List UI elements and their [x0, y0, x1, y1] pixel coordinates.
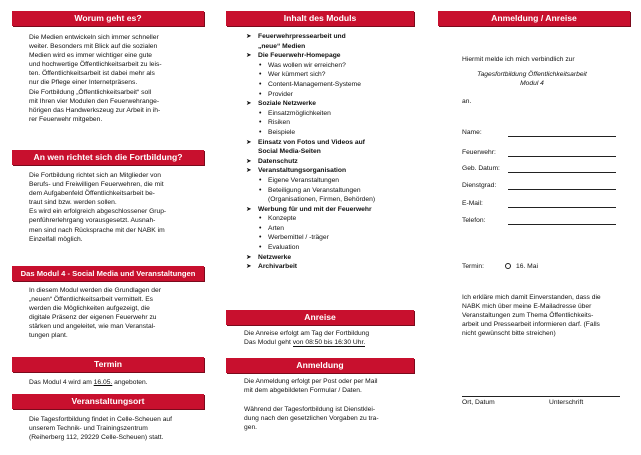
text-line: digitale Präsenz der eigenen Feuerwehr zu — [29, 314, 157, 322]
field-label: Geb. Datum: — [462, 165, 500, 172]
topic-item-cont: „neue“ Medien — [258, 42, 306, 50]
subtopic-item: • Was wollen wir erreichen? — [246, 61, 416, 71]
text-line: gen. — [244, 424, 258, 432]
termin-date: 16.05. — [93, 379, 113, 386]
heading-anreise: Anreise — [226, 310, 414, 325]
heading-anmeldung-anreise: Anmeldung / Anreise — [438, 11, 630, 26]
termin-text: Das Modul 4 wird am 16.05. angeboten. — [29, 379, 148, 386]
field-input-line[interactable] — [508, 224, 616, 225]
heading-modul: Das Modul 4 - Social Media und Veranstaltungen — [12, 266, 204, 281]
heading-zielgruppe: An wen richtet sich die Fortbildung? — [12, 150, 204, 165]
text-line: Die Medien entwickeln sich immer schneller — [29, 34, 159, 41]
text-line: arbeit und Pressearbeit informieren darf. (Falls — [462, 321, 600, 329]
heading-inhalt: Inhalt des Moduls — [226, 11, 414, 26]
text-line: Einzelfall möglich. — [29, 235, 83, 243]
topic-item-cont: Social Media-Seiten — [258, 148, 321, 156]
text-line: stärken und angeleitet, wie man Veranstal- — [29, 323, 156, 331]
text-line: mit Ihren vier Modulen den Feuerwehrange- — [29, 97, 160, 105]
text-line: Die Fortbildung richtet sich an Mitglieder von — [29, 172, 161, 179]
text-line: Veranstaltungen zum Thema Öffentlichkeits- — [462, 312, 594, 320]
text-line: In diesem Modul werden die Grundlagen der — [29, 287, 161, 294]
topic-item: ➤ Feuerwehrpressearbeit und — [246, 32, 416, 42]
text-line: Die Fortbildung „Öffentlichkeitsarbeit“ soll — [29, 88, 152, 96]
text-line: penführerlehrgang vorausgesetzt. Ausnah- — [29, 217, 156, 225]
anmeldung-text-2 — [244, 405, 416, 432]
text-line: Die Tagesfortbildung findet in Celle-Scheuen auf — [29, 416, 173, 423]
subtopic-item: • Content-Management-Systeme — [246, 80, 416, 90]
subtopic-item: • Werbemittel / -träger — [246, 233, 416, 243]
topic-item: ➤ Veranstaltungsorganisation — [246, 166, 416, 176]
text-line: ten. Öffentlichkeitsarbeit ist dabei mehr als — [29, 70, 155, 78]
text-line: NABK mich über meine E-Mailadresse über — [462, 303, 592, 311]
heading-worum: Worum geht es? — [12, 11, 204, 26]
text-line: mit dem abgebildeten Formular / Daten. — [244, 387, 362, 395]
text-line: nur die Pflege einer Internetpräsens. — [29, 79, 138, 87]
subtopic-item: • Arten — [246, 224, 416, 234]
form-intro: Hiermit melde ich mich verbindlich zur — [462, 56, 575, 63]
subtopic-item: • Eigene Veranstaltungen — [246, 176, 416, 186]
subtopic-item: • Evaluation — [246, 243, 416, 253]
text-line: hörigen das Handwerkszeug zur Arbeit in ih- — [29, 106, 161, 114]
modul-text — [29, 286, 201, 341]
subtopic-item: • Beispiele — [246, 128, 416, 138]
termin-option[interactable]: 16. Mai — [505, 262, 538, 271]
sign-place-label: Ort, Datum — [462, 399, 495, 406]
topic-item: ➤ Archivarbeit — [246, 262, 416, 272]
field-label: Name: — [462, 129, 482, 136]
subtopic-item: • Wer kümmert sich? — [246, 70, 416, 80]
heading-anmeldung: Anmeldung — [226, 358, 414, 373]
text-line: Die Anmeldung erfolgt per Post oder per Mail — [244, 378, 378, 385]
sign-name-label: Unterschrift — [549, 399, 584, 406]
topic-item: ➤ Netzwerke — [246, 253, 416, 263]
termin-label: Termin: — [462, 263, 484, 270]
field-input-line[interactable] — [508, 189, 616, 190]
text-line: Medien wird es immer wichtiger eine gute — [29, 52, 153, 60]
subtopic-item: • Einsatzmöglichkeiten — [246, 109, 416, 119]
heading-ort: Veranstaltungsort — [12, 394, 204, 409]
topic-item: ➤ Soziale Netzwerke — [246, 99, 416, 109]
zielgruppe-text — [29, 171, 201, 244]
anmeldung-text — [244, 377, 416, 395]
text-line: weiter. Besonders mit Blick auf die sozialen — [29, 43, 158, 51]
field-input-line[interactable] — [508, 207, 616, 208]
field-input-line[interactable] — [508, 172, 616, 173]
radio-circle-icon[interactable] — [505, 263, 511, 269]
heading-termin: Termin — [12, 357, 204, 372]
subtopic-item: • Beteiligung an Veranstaltungen — [246, 186, 416, 196]
field-label: Telefon: — [462, 217, 486, 224]
text-line: (Reiherberg 112, 29229 Celle-Scheuen) statt. — [29, 434, 164, 442]
field-input-line[interactable] — [508, 156, 616, 157]
text-line: unserem Technik- und Trainingszentrum — [29, 425, 148, 433]
ort-text — [29, 415, 201, 442]
text-line: und hochwertige Öffentlichkeitsarbeit zu leis- — [29, 61, 162, 69]
field-label: Dienstgrad: — [462, 182, 497, 189]
text-line: dung nach den gesetzlichen Vorgaben zu tra- — [244, 415, 379, 423]
topic-item: ➤ Werbung für und mit der Feuerwehr — [246, 205, 416, 215]
field-input-line[interactable] — [508, 136, 616, 137]
text-line: Berufs- und Freiwilligen Feuerwehren, die mit — [29, 181, 164, 189]
worum-text — [29, 33, 199, 124]
text-line: Ich erkläre mich damit Einverstanden, dass die — [462, 294, 601, 301]
consent-text — [462, 293, 632, 338]
field-label: Feuerwehr: — [462, 149, 496, 156]
topic-item: ➤ Die Feuerwehr-Homepage — [246, 51, 416, 61]
text-line: nicht gewünscht bitte streichen) — [462, 330, 556, 338]
form-course: Tagesfortbildung Öffentlichkeitsarbeit Modul 4 — [477, 71, 587, 88]
signature-line[interactable] — [462, 396, 620, 397]
topic-item: ➤ Einsatz von Fotos und Videos auf — [246, 138, 416, 148]
subtopic-item: • Konzepte — [246, 214, 416, 224]
text-line: tungen plant. — [29, 332, 68, 340]
text-line: Während der Tagesfortbildung ist Dienstklei- — [244, 406, 376, 413]
field-label: E-Mail: — [462, 200, 483, 207]
text-line: men sind nach Rücksprache mit der NABK im — [29, 226, 165, 234]
subtopic-item: • Risiken — [246, 118, 416, 128]
anreise-text: Die Anreise erfolgt am Tag der Fortbildung Das Modul geht von 08:50 bis 16:30 Uhr. — [244, 330, 370, 347]
text-line: traut sind bzw. werden sollen. — [29, 199, 117, 207]
text-line: „neuen“ Öffentlichkeitsarbeit vermittelt. Es — [29, 296, 154, 304]
subtopic-item: • Provider — [246, 90, 416, 100]
topic-item: ➤ Datenschutz — [246, 157, 416, 167]
text-line: werden die Möglichkeiten aufgezeigt, die — [29, 305, 150, 313]
inhalt-list — [246, 32, 416, 272]
anreise-time: von 08:50 bis 16:30 Uhr. — [292, 339, 366, 347]
text-line: dem Aufgabenfeld Öffentlichkeitsarbeit be- — [29, 190, 155, 198]
subtopic-item-cont: (Organisationen, Firmen, Behörden) — [268, 196, 376, 204]
text-line: rer Feuerwehr mitgeben. — [29, 115, 103, 123]
form-an: an. — [462, 98, 472, 105]
text-line: Es wird ein erfolgreich abgeschlossener Grup- — [29, 208, 167, 216]
